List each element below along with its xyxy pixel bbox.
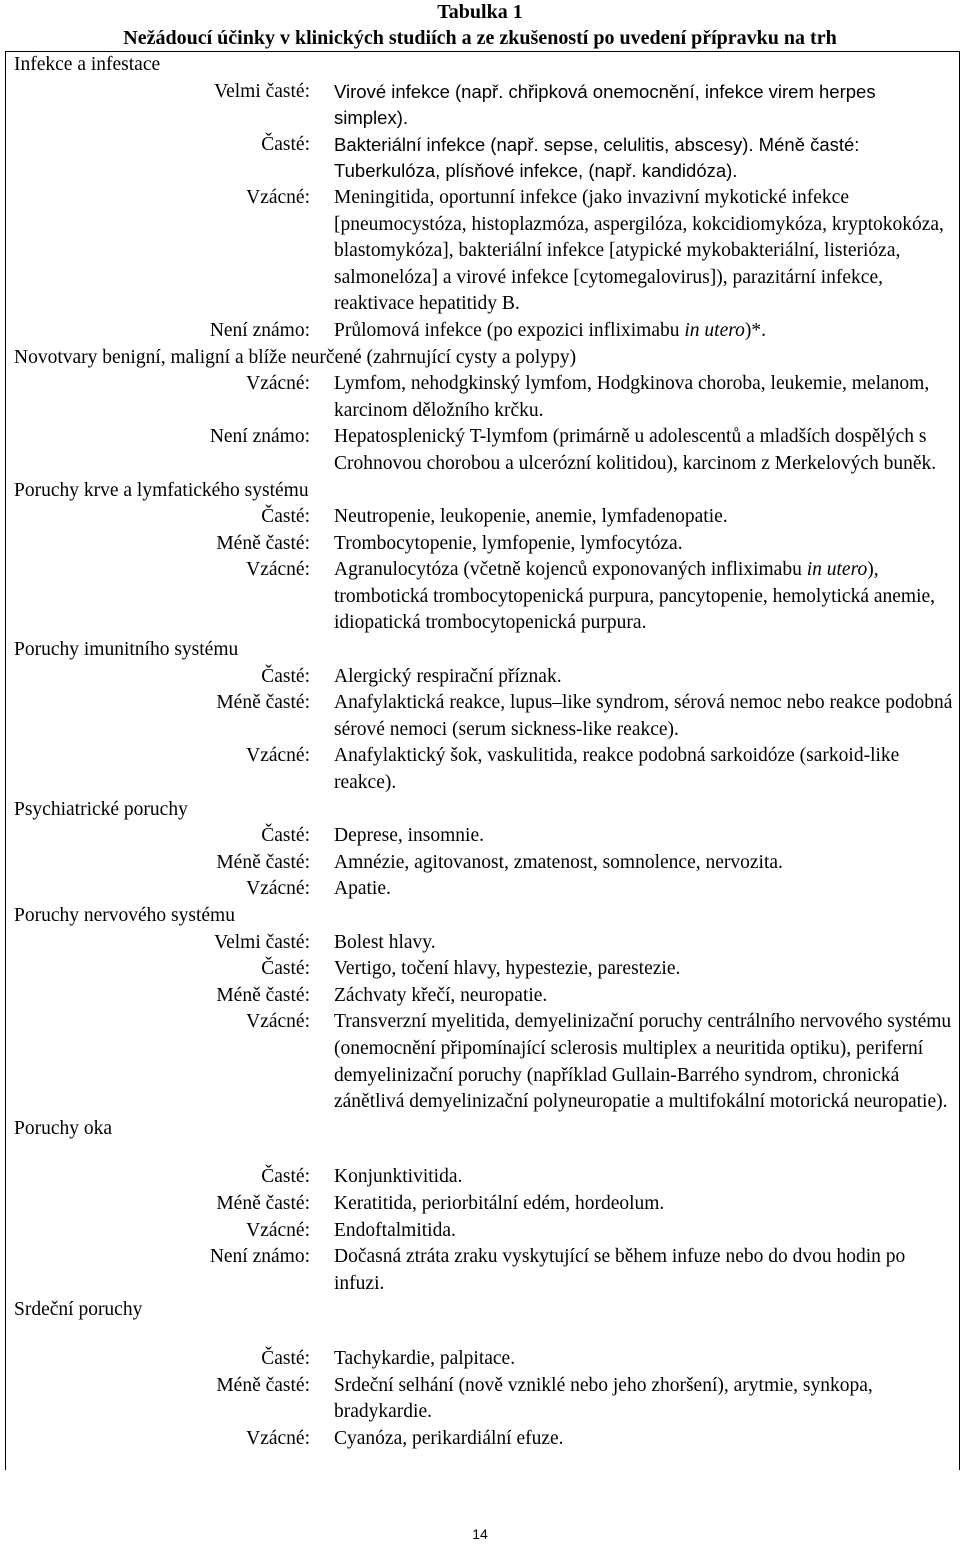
section-spacer [14,1142,954,1164]
effect-text: Anafylaktická reakce, lupus–like syndrom, sérová nemoc nebo reakce podobná sérové nemoci (serum sickness-like reakce). [334,692,953,740]
table-row [14,850,954,877]
effect-text: Srdeční selhání (nově vzniklé nebo jeho zhoršení), arytmie, synkopa, bradykardie. [334,1374,873,1423]
frequency-label: Vzácné: [246,878,310,900]
section-heading: Poruchy krve a lymfatického systému [14,479,309,501]
frequency-label: Velmi časté: [214,931,310,953]
frequency-label: Časté: [261,665,310,687]
table-body [14,52,954,1452]
effect-text: Apatie. [334,878,391,900]
section-heading: Novotvary benigní, maligní a blíže neurčené (zahrnující cysty a polypy) [14,346,577,368]
section-heading: Psychiatrické poruchy [14,798,188,820]
effect-text-part: )*. [744,319,766,341]
effect-text: Endoftalmitida. [334,1219,456,1241]
frequency-label: Není známo: [209,319,310,341]
table-row [14,1244,954,1297]
table-row [14,531,954,558]
effect-text: Transverzní myelitida, demyelinizační poruchy centrálního nervového systému (onemocnění připomínající sclerosis multiplex a neuritida optiku), periferní demyelinizační poruchy (například Gullain-Barrého syndrom, chronická zánětlivá demyelinizační polyneuropatie a multifokální motorická neuropatie). [334,1011,952,1113]
effect-text-part: Agranulocytóza (včetně kojenců exponovaných infliximabu [334,559,807,581]
table-row [14,371,954,424]
effect-text: Virové infekce (např. chřipková onemocnění, infekce virem herpes simplex). [334,80,876,129]
section-heading: Poruchy nervového systému [14,905,235,926]
table-row [14,823,954,850]
table-row [14,1426,954,1453]
effect-text-italic: in utero [806,559,868,581]
table-caption: Tabulka 1 [437,1,523,23]
frequency-label: Vzácné: [246,1219,310,1241]
table-row [14,424,954,477]
effect-text: Trombocytopenie, lymfopenie, lymfocytóza. [334,532,683,554]
section-heading: Poruchy imunitního systému [14,639,239,661]
effect-text: Deprese, insomnie. [334,825,485,847]
frequency-label: Časté: [261,1347,310,1369]
effect-text: Keratitida, periorbitální edém, hordeolum. [334,1192,665,1214]
effect-text: Meningitida, oportunní infekce (jako invazivní mykotické infekce [pneumocystóza, histoplazmóza, aspergilóza, kokcidiomykóza, kryptokokóza, blastomykóza], bakteriální infekce [atypické mykobakteriální, listerióza, salmonelóza] a virové infekce [cytomegalovirus]), parazitární infekce, reaktivace hepatitidy B. [334,186,944,315]
frequency-label: Vzácné: [246,373,310,395]
effect-text: Konjunktivitida. [334,1166,463,1188]
table-row [14,664,954,691]
table-row [14,690,954,743]
effect-text: Dočasná ztráta zraku vyskytující se během infuze nebo do dvou hodin po infuzi. [334,1246,906,1294]
frequency-label: Časté: [261,825,310,847]
effect-text: Alergický respirační příznak. [334,665,562,687]
table-row [14,318,954,345]
adverse-effects-table [5,51,960,1470]
table-row [14,876,954,903]
effect-text: Bolest hlavy. [334,931,436,953]
frequency-label: Méně časté: [216,692,310,714]
effect-text-part: ), trombotická trombocytopenická purpura, pancytopenie, hemolytická anemie, idiopatická trombocytopenická purpura. [334,559,936,634]
effect-text: Lymfom, nehodgkinský lymfom, Hodgkinova choroba, leukemie, melanom, karcinom děložního krčku. [334,373,930,421]
table-row [14,1218,954,1245]
table-row [14,1164,954,1191]
frequency-label: Není známo: [209,1246,310,1268]
section-heading: Poruchy oka [14,1117,113,1139]
section-heading: Srdeční poruchy [14,1299,143,1321]
effect-text: Vertigo, točení hlavy, hypestezie, parestezie. [334,958,681,980]
table-row [14,930,954,957]
effect-text-part: Průlomová infekce (po expozici infliximabu [334,319,685,341]
frequency-label: Vzácné: [246,559,310,581]
frequency-label: Vzácné: [246,186,310,208]
table-row [14,983,954,1010]
table-row [14,1009,954,1115]
frequency-label: Časté: [261,958,310,980]
table-row [14,1191,954,1218]
frequency-label: Méně časté: [216,1374,310,1396]
effect-text-italic: in utero [684,319,745,341]
section-spacer [14,1324,954,1346]
table-row [14,504,954,531]
table-row [14,79,954,132]
frequency-label: Velmi časté: [214,80,310,102]
effect-text: Bakteriální infekce (např. sepse, celulitis, abscesy). Méně časté: Tuberkulóza, plísňové infekce, (např. kandidóza). [334,133,860,182]
effect-text: Amnézie, agitovanost, zmatenost, somnolence, nervozita. [334,851,783,873]
frequency-label: Méně časté: [216,851,310,873]
table-row [14,956,954,983]
effect-text: Anafylaktický šok, vaskulitida, reakce podobná sarkoidóze (sarkoid-like reakce). [334,745,900,794]
frequency-label: Méně časté: [216,984,310,1006]
table-row [14,132,954,185]
table-row [14,743,954,796]
frequency-label: Vzácné: [246,1011,310,1033]
frequency-label: Vzácné: [246,745,310,767]
effect-text: Hepatosplenický T-lymfom (primárně u adolescentů a mladších dospělých s Crohnovou chorobou a ulcerózní kolitidou), karcinom z Merkelových buněk. [334,426,937,474]
table-row [14,185,954,318]
table-title: Nežádoucí účinky v klinických studiích a ze zkušeností po uvedení přípravku na trh [123,27,837,49]
effect-text [334,557,954,637]
effect-text: Záchvaty křečí, neuropatie. [334,984,548,1006]
effect-text [334,318,954,345]
table-row [14,557,954,637]
frequency-label: Časté: [261,506,310,528]
table-row [14,1346,954,1373]
frequency-label: Vzácné: [246,1427,310,1449]
effect-text: Neutropenie, leukopenie, anemie, lymfadenopatie. [334,506,728,528]
page-number: 14 [472,1526,488,1542]
frequency-label: Časté: [261,1166,310,1188]
section-heading: Infekce a infestace [14,54,161,75]
effect-text: Tachykardie, palpitace. [334,1347,516,1369]
frequency-label: Není známo: [209,426,310,448]
table-row [14,1373,954,1426]
frequency-label: Časté: [261,133,310,155]
frequency-label: Méně časté: [216,532,310,554]
effect-text: Cyanóza, perikardiální efuze. [334,1427,564,1449]
frequency-label: Méně časté: [216,1192,310,1214]
